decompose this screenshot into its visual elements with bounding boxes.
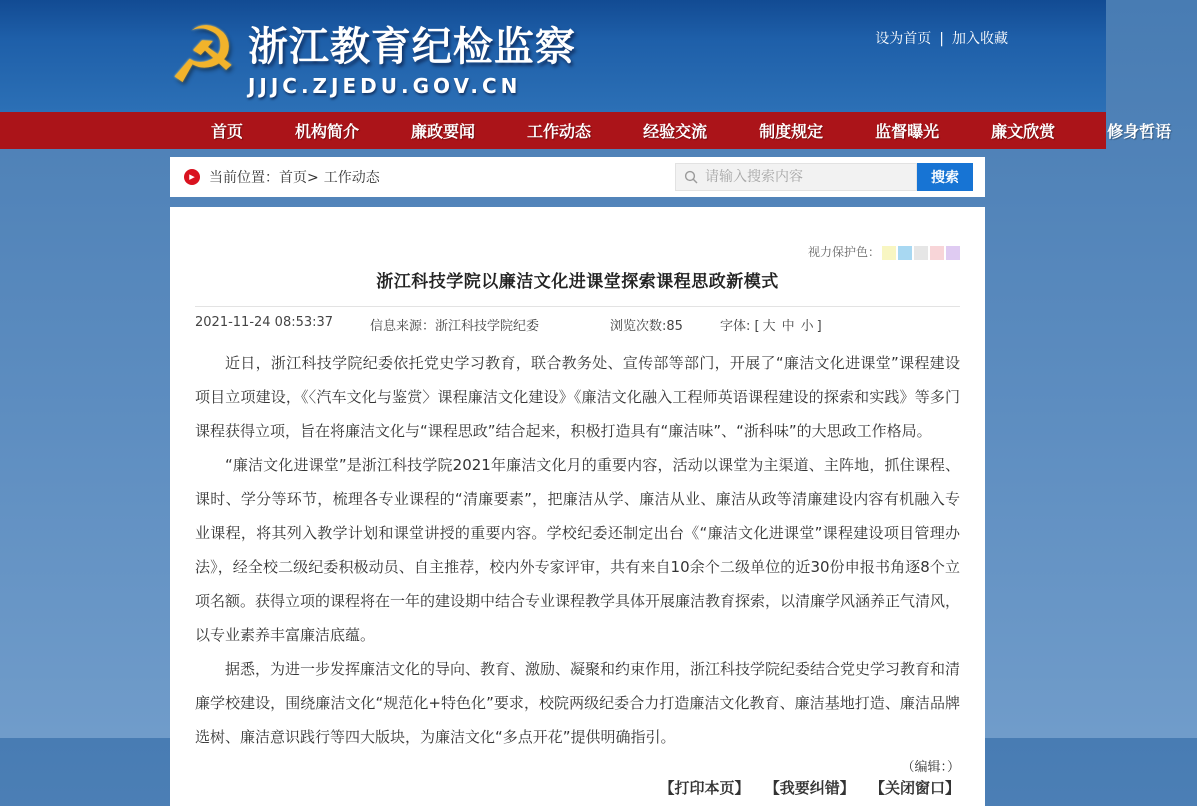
font-size-label-end: ] — [816, 319, 822, 334]
breadcrumb-arrow-icon: ▸ — [184, 169, 200, 185]
search-input[interactable] — [705, 169, 908, 185]
paragraph: 据悉，为进一步发挥廉洁文化的导向、教育、激励、凝聚和约束作用，浙江科技学院纪委结合党史学习教育和清廉学校建设，围绕廉洁文化“规范化+特色化”要求，校院两级纪委合力打造廉洁文化教育、廉洁基地打造、廉洁品牌选树、廉洁意识践行等四大版块，为廉洁文化“多点开花”提供明确指引。 — [195, 660, 961, 746]
nav-item-integrity-news[interactable]: 廉政要闻 — [411, 122, 476, 141]
eye-protect-swatch[interactable] — [898, 246, 912, 260]
site-title: 浙江教育纪检监察 — [247, 23, 576, 70]
site-domain: JJJC.ZJEDU.GOV.CN — [247, 73, 522, 98]
eye-protect-label: 视力保护色： — [807, 245, 880, 259]
search-button[interactable]: 搜索 — [917, 163, 973, 191]
eye-protect-swatch[interactable] — [946, 246, 960, 260]
article-body — [195, 346, 960, 754]
font-size-label: 字体: [ — [720, 319, 760, 334]
nav-item-integrity-reading[interactable]: 廉文欣赏 — [991, 122, 1056, 141]
breadcrumb-home-link[interactable]: 首页> — [279, 170, 319, 186]
font-size-small-button[interactable]: 小 — [800, 319, 814, 334]
eye-protect-swatch[interactable] — [882, 246, 896, 260]
nav-item-experience-exchange[interactable]: 经验交流 — [643, 122, 708, 141]
font-size-large-button[interactable]: 大 — [762, 319, 776, 334]
eye-protect-swatch[interactable] — [914, 246, 928, 260]
nav-item-supervision-exposure[interactable]: 监督曝光 — [875, 122, 940, 141]
view-count-value: 85 — [666, 319, 683, 334]
article-meta — [195, 307, 960, 336]
eye-protect-swatch[interactable] — [930, 246, 944, 260]
publish-datetime: 2021-11-24 08:53:37 — [195, 315, 334, 330]
add-favorite-link[interactable]: 加入收藏 — [952, 31, 1008, 47]
font-size-medium-button[interactable]: 中 — [781, 319, 795, 334]
search-icon — [684, 170, 698, 184]
report-error-button[interactable]: 【我要纠错】 — [764, 779, 855, 797]
print-page-button[interactable]: 【打印本页】 — [659, 779, 750, 797]
nav-item-org-intro[interactable]: 机构简介 — [295, 122, 360, 141]
eye-protect-row — [195, 245, 960, 261]
info-source — [370, 315, 610, 334]
main-column — [170, 157, 985, 806]
editor-note: （编辑：） — [901, 760, 960, 775]
site-header — [0, 0, 1106, 112]
top-links — [875, 28, 1008, 48]
article-title: 浙江科技学院以廉洁文化进课堂探索课程思政新模式 — [376, 272, 779, 292]
breadcrumb-label: 当前位置： — [209, 170, 279, 186]
nav-item-home[interactable]: 首页 — [211, 122, 244, 141]
nav-item-regulations[interactable]: 制度规定 — [759, 122, 824, 141]
view-count-label: 浏览次数: — [610, 319, 667, 334]
search-box — [675, 163, 917, 191]
info-source-value: 浙江科技学院纪委 — [435, 319, 540, 334]
top-links-divider: | — [939, 31, 944, 47]
font-size-control — [720, 315, 822, 334]
main-nav — [0, 112, 1172, 149]
site-logo — [168, 10, 576, 102]
nav-item-self-cultivation[interactable]: 修身哲语 — [1107, 122, 1172, 141]
view-count — [610, 315, 720, 334]
info-source-label: 信息来源： — [370, 319, 436, 334]
breadcrumb-bar — [170, 157, 985, 197]
breadcrumb-current[interactable]: 工作动态 — [323, 170, 380, 186]
party-emblem-icon: ☭ — [168, 11, 238, 101]
paragraph: “廉洁文化进课堂”是浙江科技学院2021年廉洁文化月的重要内容，活动以课堂为主渠道、主阵地，抓住课程、课时、学分等环节，梳理各专业课程的“清廉要素”，把廉洁从学、廉洁从业、廉洁从政等清廉建设内容有机融入专业课程，将其列入教学计划和课堂讲授的重要内容。学校纪委还制定出台《“廉洁文化进课堂”课程建设项目管理办法》，经全校二级纪委积极动员、自主推荐，校内外专家评审，共有来自10余个二级单位的近30份申报书角逐8个立项名额。获得立项的课程将在一年的建设期中结合专业课程教学具体开展廉洁教育探索，以清廉学风涵养正气清风，以专业素养丰富廉洁底蕴。 — [195, 456, 961, 644]
paragraph: 近日，浙江科技学院纪委依托党史学习教育，联合教务处、宣传部等部门，开展了“廉洁文化进课堂”课程建设项目立项建设，《〈汽车文化与鉴赏〉课程廉洁文化建设》《廉洁文化融入工程师英语课程建设的探索和实践》等多门课程获得立项，旨在将廉洁文化与“课程思政”结合起来，积极打造具有“廉洁味”、“浙科味”的大思政工作格局。 — [195, 354, 960, 440]
article-actions — [195, 777, 960, 806]
nav-item-work-trends[interactable]: 工作动态 — [527, 122, 592, 141]
article-content — [170, 207, 985, 806]
set-homepage-link[interactable]: 设为首页 — [875, 31, 932, 47]
close-window-button[interactable]: 【关闭窗口】 — [869, 779, 960, 797]
